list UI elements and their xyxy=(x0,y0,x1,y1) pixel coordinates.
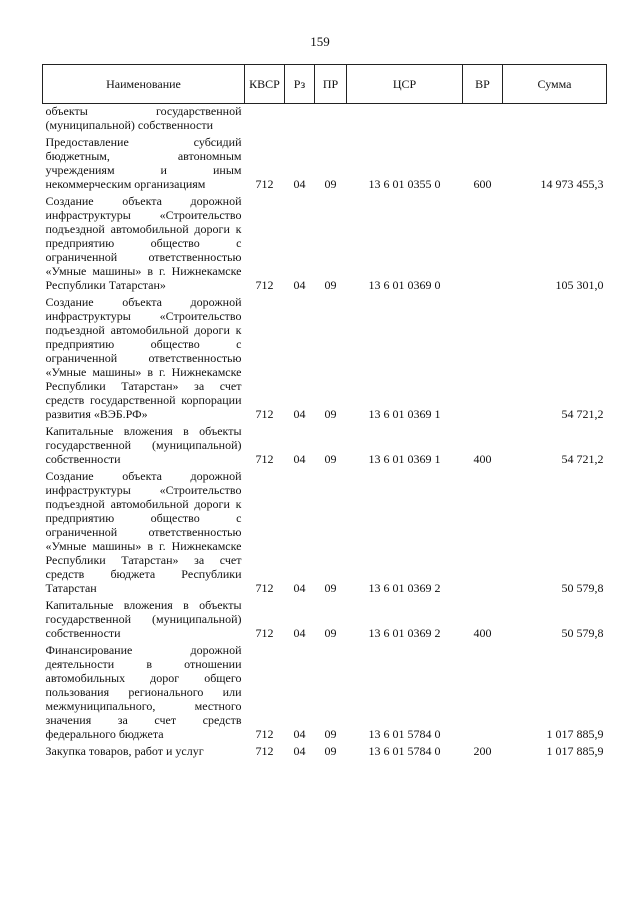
row-kvsr: 712 xyxy=(255,407,274,421)
row-csr: 13 6 01 0369 2 xyxy=(368,626,441,640)
row-vr: 400 xyxy=(473,626,492,640)
row-vr xyxy=(463,191,503,292)
row-sum: 54 721,2 xyxy=(561,452,604,466)
row-name: Создание объекта дорожной инфраструктуры «Строительство подъездной автомобильной дороги к предприятию общество с ограниченной ответственностью «Умные машины» в г. Нижнекамске Республики Татарстан» за счет средств бюджета Республики Татарстан xyxy=(45,469,242,595)
row-name: объекты государственной (муниципальной) собственности xyxy=(45,104,242,132)
row-csr: 13 6 01 0355 0 xyxy=(368,177,441,191)
row-sum xyxy=(503,104,607,133)
row-kvsr: 712 xyxy=(255,744,274,758)
table-row xyxy=(43,132,607,191)
row-pr: 09 xyxy=(324,407,337,421)
row-pr: 09 xyxy=(324,744,337,758)
table-row xyxy=(43,466,607,595)
row-sum: 1 017 885,9 xyxy=(546,744,604,758)
row-rz: 04 xyxy=(293,727,306,741)
header-rz: Рз xyxy=(285,65,315,104)
row-name: Капитальные вложения в объекты государственной (муниципальной) собственности xyxy=(45,424,242,466)
header-vr: ВР xyxy=(463,65,503,104)
table-row xyxy=(43,191,607,292)
row-kvsr xyxy=(245,104,285,133)
row-vr: 200 xyxy=(473,744,492,758)
row-pr: 09 xyxy=(324,278,337,292)
table-row xyxy=(43,421,607,466)
row-csr: 13 6 01 0369 1 xyxy=(368,452,441,466)
row-pr: 09 xyxy=(324,177,337,191)
row-name: Капитальные вложения в объекты государственной (муниципальной) собственности xyxy=(45,598,242,640)
row-vr: 600 xyxy=(473,177,492,191)
table-row xyxy=(43,104,607,133)
row-rz: 04 xyxy=(293,452,306,466)
row-pr: 09 xyxy=(324,626,337,640)
row-pr: 09 xyxy=(324,452,337,466)
row-name: Финансирование дорожной деятельности в отношении автомобильных дорог общего пользования регионального или межмуниципального, местного значения за счет средств федерального бюджета xyxy=(45,643,242,741)
row-kvsr: 712 xyxy=(255,177,274,191)
row-csr: 13 6 01 0369 0 xyxy=(368,278,441,292)
page-number: 159 xyxy=(310,34,330,49)
row-pr: 09 xyxy=(324,581,337,595)
row-pr: 09 xyxy=(324,727,337,741)
header-kvsr: КВСР xyxy=(245,65,285,104)
row-rz: 04 xyxy=(293,278,306,292)
row-kvsr: 712 xyxy=(255,727,274,741)
row-vr: 400 xyxy=(473,452,492,466)
row-vr xyxy=(463,466,503,595)
row-csr: 13 6 01 0369 2 xyxy=(368,581,441,595)
row-csr: 13 6 01 5784 0 xyxy=(368,744,441,758)
row-rz: 04 xyxy=(293,177,306,191)
row-rz: 04 xyxy=(293,626,306,640)
budget-table xyxy=(42,64,607,758)
row-csr: 13 6 01 0369 1 xyxy=(368,407,441,421)
row-sum: 14 973 455,3 xyxy=(540,177,604,191)
row-name: Создание объекта дорожной инфраструктуры «Строительство подъездной автомобильной дороги к предприятию общество с ограниченной ответственностью «Умные машины» в г. Нижнекамске Республики Татарстан» за счет средств государственной корпорации развития «ВЭБ.РФ» xyxy=(45,295,242,421)
row-csr xyxy=(347,104,463,133)
table-row xyxy=(43,292,607,421)
row-csr: 13 6 01 5784 0 xyxy=(368,727,441,741)
row-sum: 50 579,8 xyxy=(561,626,604,640)
row-kvsr: 712 xyxy=(255,452,274,466)
header-sum: Сумма xyxy=(503,65,607,104)
table-row xyxy=(43,595,607,640)
row-name: Создание объекта дорожной инфраструктуры «Строительство подъездной автомобильной дороги к предприятию общество с ограниченной ответственностью «Умные машины» в г. Нижнекамске Республики Татарстан» xyxy=(45,194,242,292)
row-name: Закупка товаров, работ и услуг xyxy=(45,744,204,758)
row-kvsr: 712 xyxy=(255,581,274,595)
table-row xyxy=(43,640,607,741)
header-name: Наименование xyxy=(43,65,245,104)
row-vr xyxy=(463,104,503,133)
header-pr: ПР xyxy=(315,65,347,104)
row-kvsr: 712 xyxy=(255,278,274,292)
row-name: Предоставление субсидий бюджетным, автономным учреждениям и иным некоммерческим организациям xyxy=(45,135,242,191)
header-csr: ЦСР xyxy=(347,65,463,104)
row-rz: 04 xyxy=(293,407,306,421)
table-row xyxy=(43,741,607,758)
header-row xyxy=(43,65,607,104)
row-vr xyxy=(463,640,503,741)
row-rz xyxy=(285,104,315,133)
row-sum: 1 017 885,9 xyxy=(546,727,604,741)
row-sum: 50 579,8 xyxy=(561,581,604,595)
row-rz: 04 xyxy=(293,581,306,595)
row-sum: 54 721,2 xyxy=(561,407,604,421)
row-kvsr: 712 xyxy=(255,626,274,640)
row-vr xyxy=(463,292,503,421)
row-pr xyxy=(315,104,347,133)
row-rz: 04 xyxy=(293,744,306,758)
row-sum: 105 301,0 xyxy=(555,278,604,292)
